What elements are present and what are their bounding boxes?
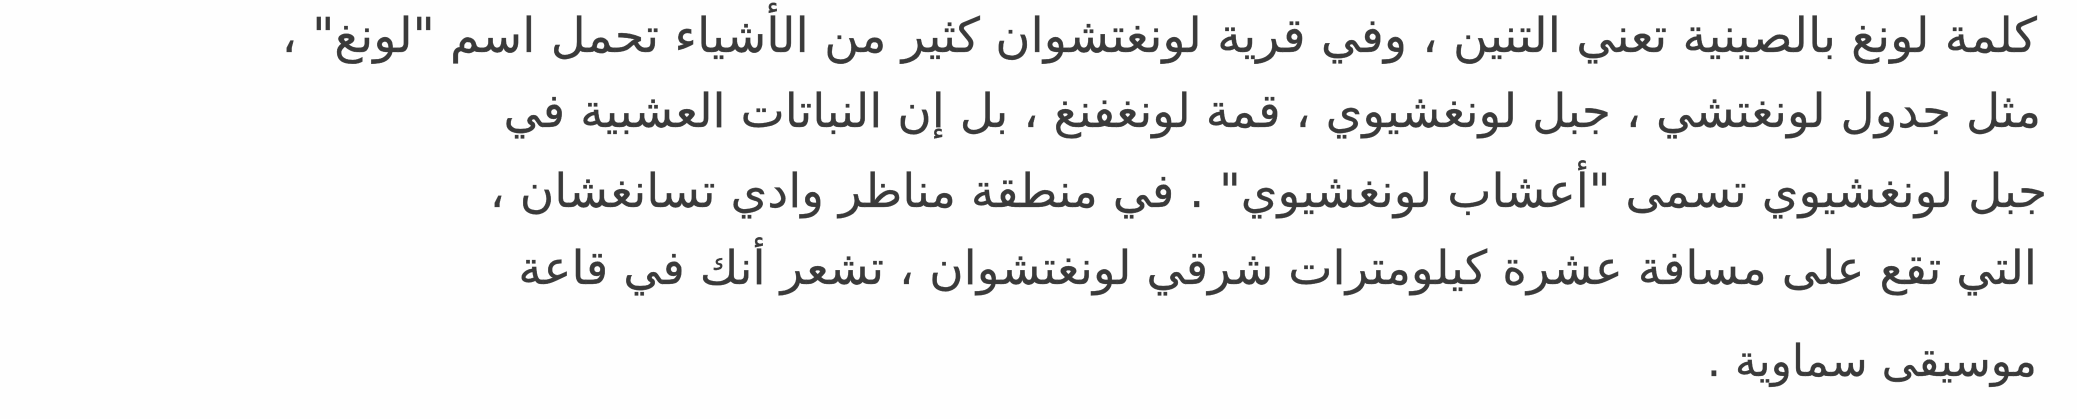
text-line-1: كلمة لونغ بالصينية تعني التنين ، وفي قرية لونغتشوان كثير من الأشياء تحمل اسم "لونغ" ،	[281, 8, 2037, 64]
text-line-4: التي تقع على مسافة عشرة كيلومترات شرقي لونغتشوان ، تشعر أنك في قاعة	[518, 241, 2037, 296]
text-line-5: موسيقى سماوية .	[1706, 336, 2037, 387]
text-line-2: مثل جدول لونغتشي ، جبل لونغشيوي ، قمة لونغفنغ ، بل إن النباتات العشبية في	[503, 84, 2041, 139]
text-line-3: جبل لونغشيوي تسمى "أعشاب لونغشيوي" . في منطقة مناظر وادي تسانغشان ،	[489, 164, 2047, 219]
